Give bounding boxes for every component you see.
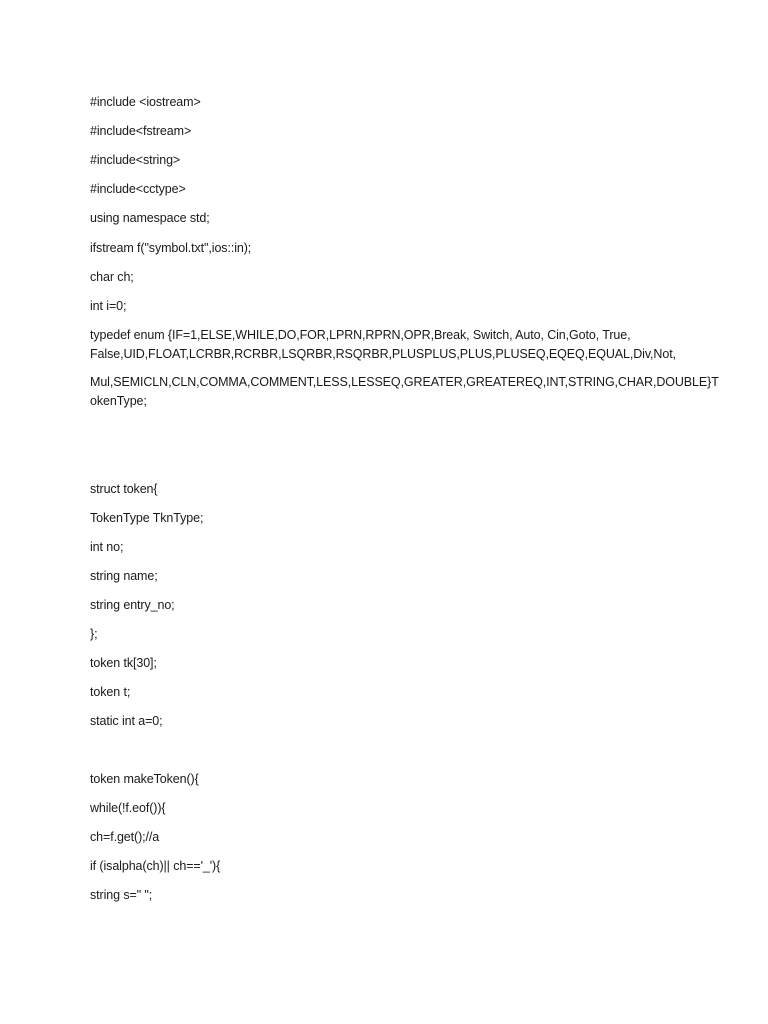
- code-line: typedef enum {IF=1,ELSE,WHILE,DO,FOR,LPRN,RPRN,OPR,Break, Switch, Auto, Cin,Goto, True,: [90, 328, 631, 342]
- code-line: using namespace std;: [90, 211, 210, 225]
- code-line: token t;: [90, 685, 131, 699]
- code-line: TokenType TknType;: [90, 511, 204, 525]
- code-line: False,UID,FLOAT,LCRBR,RCRBR,LSQRBR,RSQRBR,PLUSPLUS,PLUS,PLUSEQ,EQEQ,EQUAL,Div,Not,: [90, 347, 676, 361]
- code-line: int i=0;: [90, 299, 127, 313]
- code-line: string s=" ";: [90, 888, 153, 902]
- code-line: };: [90, 627, 98, 641]
- code-line: token makeToken(){: [90, 772, 199, 786]
- code-line: #include <iostream>: [90, 95, 201, 109]
- code-line: #include<cctype>: [90, 182, 186, 196]
- code-line: string entry_no;: [90, 598, 175, 612]
- code-line: char ch;: [90, 270, 134, 284]
- code-line: okenType;: [90, 394, 147, 408]
- code-line: #include<fstream>: [90, 124, 192, 138]
- code-line: while(!f.eof()){: [90, 801, 166, 815]
- code-line: token tk[30];: [90, 656, 157, 670]
- code-line: ifstream f("symbol.txt",ios::in);: [90, 241, 252, 255]
- code-line: ch=f.get();//a: [90, 830, 160, 844]
- code-line: string name;: [90, 569, 158, 583]
- code-line: int no;: [90, 540, 124, 554]
- code-line: Mul,SEMICLN,CLN,COMMA,COMMENT,LESS,LESSEQ,GREATER,GREATEREQ,INT,STRING,CHAR,DOUBLE}T: [90, 375, 719, 389]
- code-line: struct token{: [90, 482, 158, 496]
- code-line: if (isalpha(ch)|| ch=='_'){: [90, 859, 221, 873]
- code-line: #include<string>: [90, 153, 181, 167]
- code-line: static int a=0;: [90, 714, 163, 728]
